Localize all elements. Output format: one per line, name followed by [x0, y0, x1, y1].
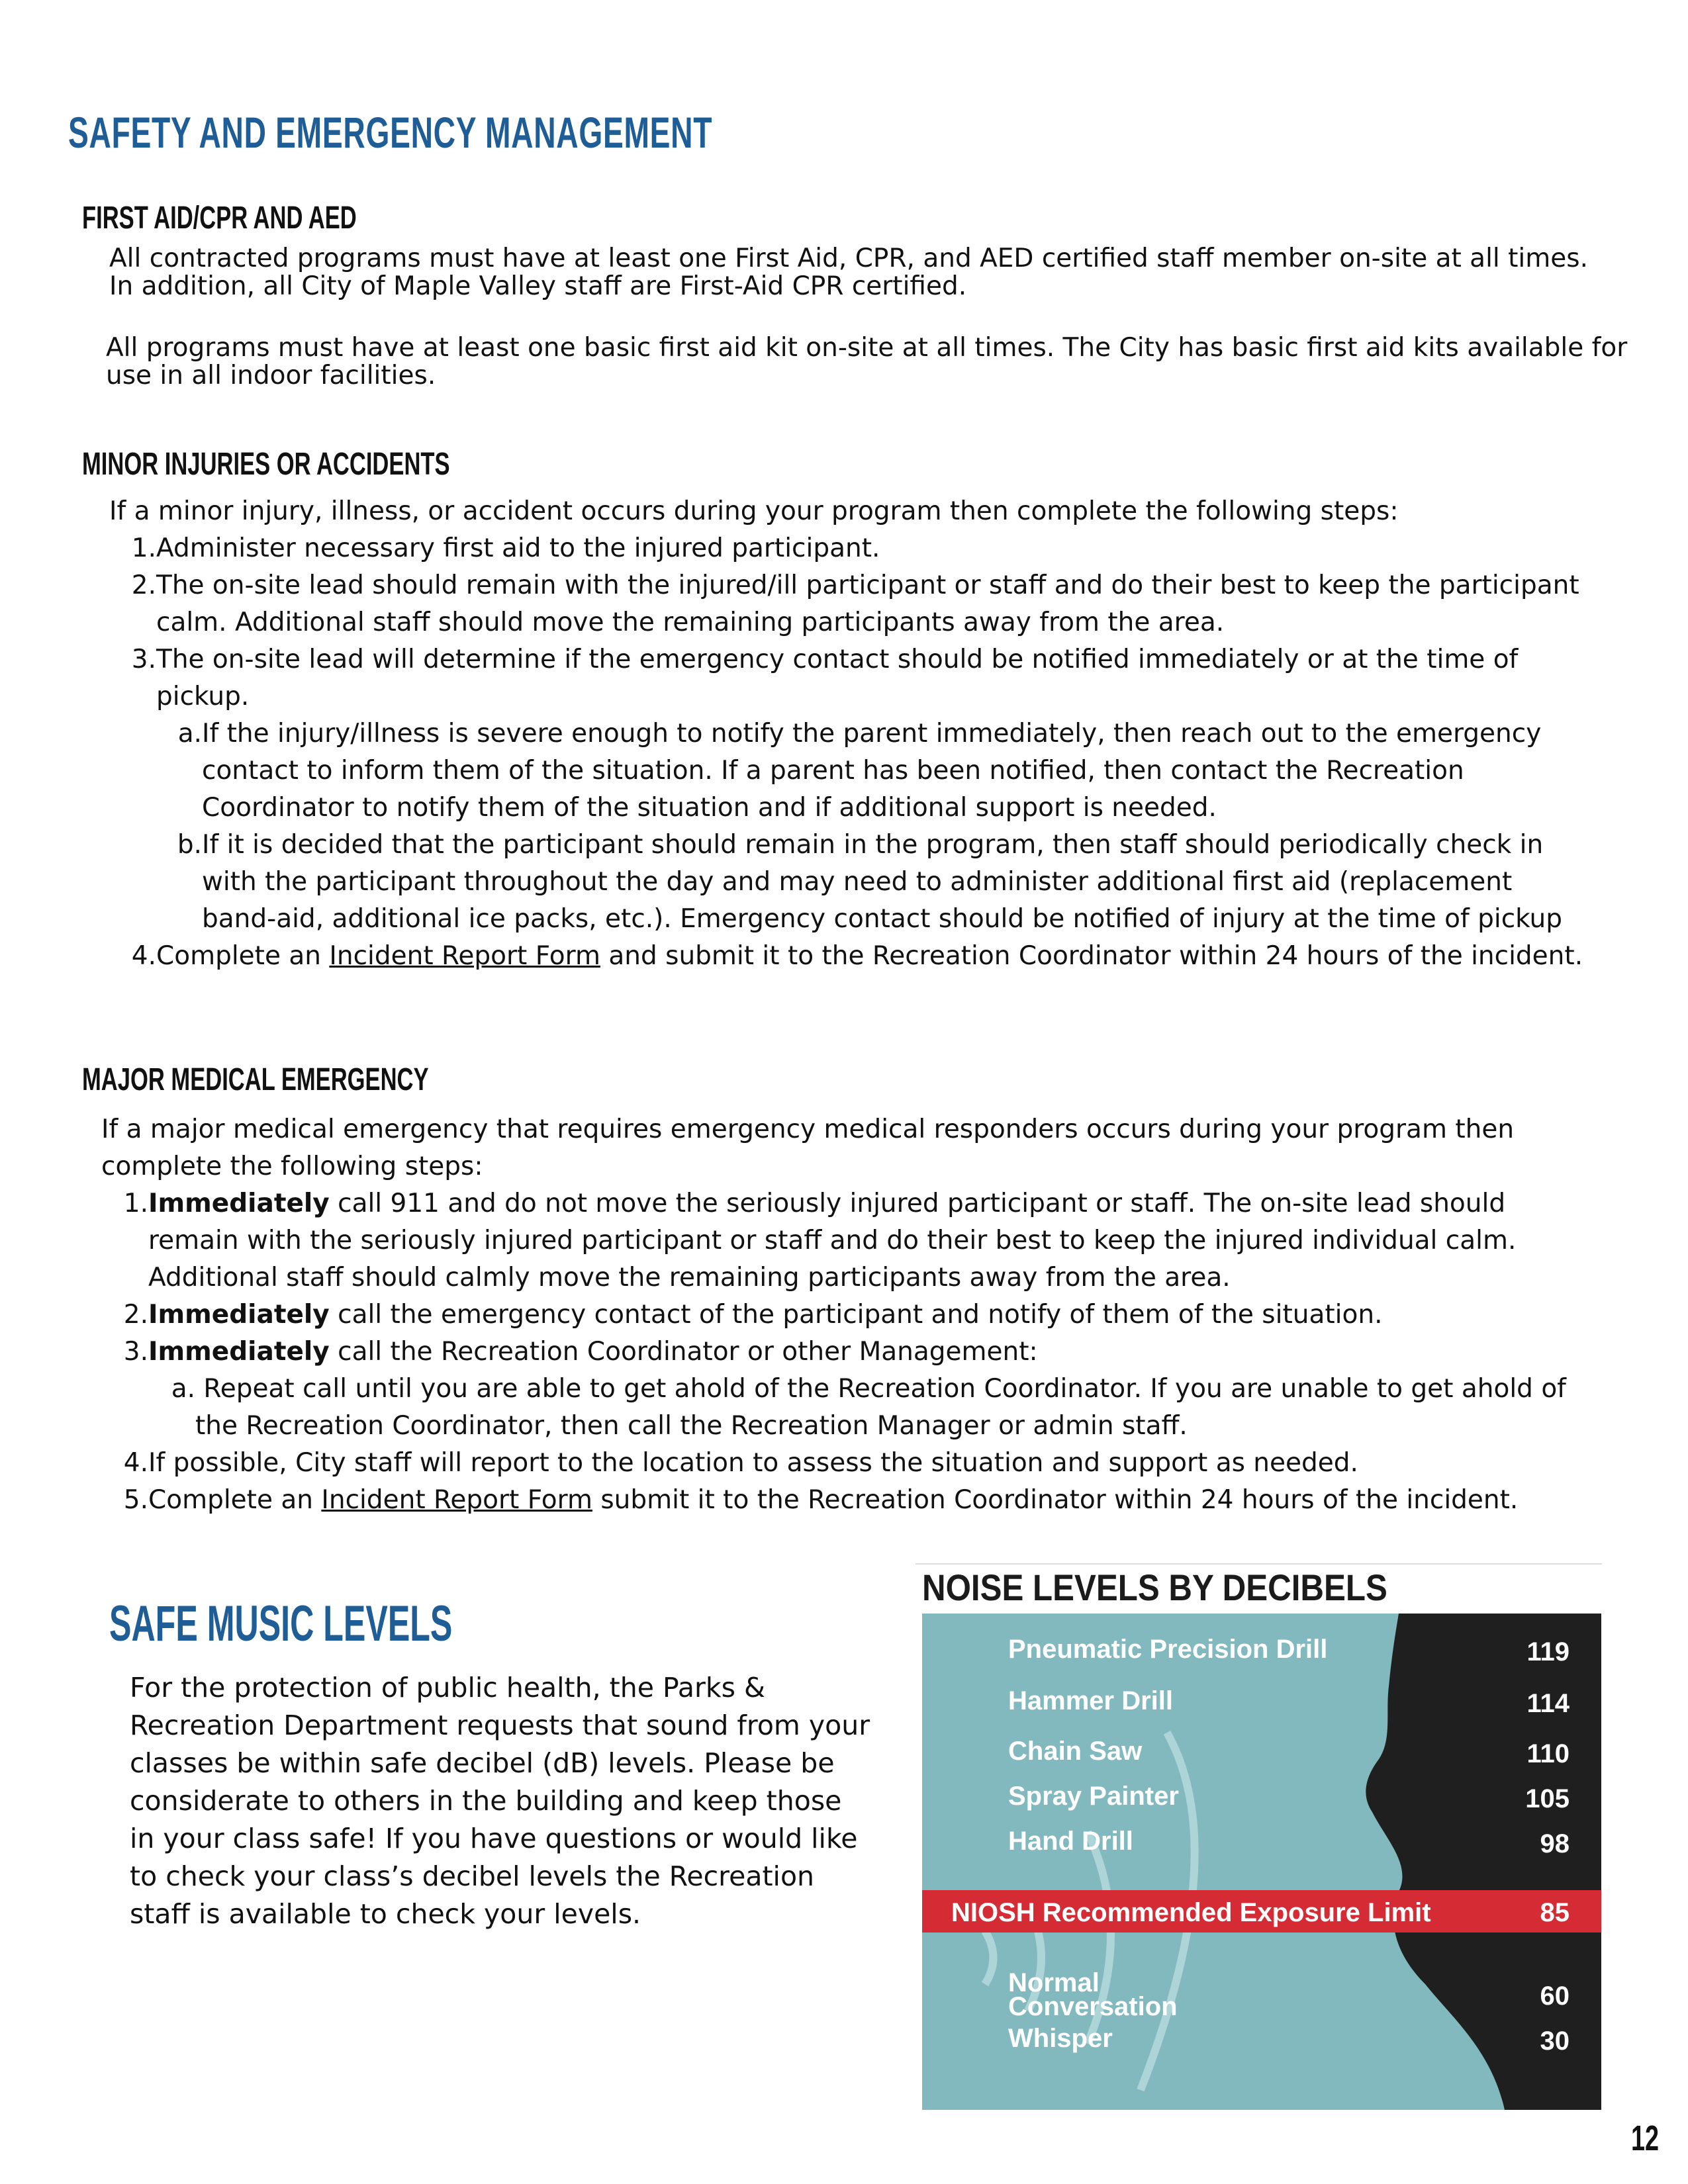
page-number: 12: [1631, 2118, 1660, 2158]
list-number: 1.: [123, 1189, 148, 1218]
major-intro: If a major medical emergency that requires emergency medical responders occurs during your program then complete the following steps:: [101, 1115, 1515, 1181]
first-aid-paragraph-1: All contracted programs must have at least one First Aid, CPR, and AED certified staff member on-site at all times. In addition, all City of Maple Valley staff are First-Aid CPR certified.: [109, 244, 1588, 301]
row-value: 114: [1526, 1689, 1570, 1718]
row-label: NIOSH Recommended Exposure Limit: [951, 1898, 1431, 1927]
list-number: 3.: [131, 645, 156, 674]
first-aid-paragraph-2: All programs must have at least one basic first aid kit on-site at all times. The City has basic first aid kits available for use in all indoor facilities.: [106, 333, 1628, 390]
row-label: Hand Drill: [1008, 1827, 1133, 1856]
first-aid-heading: FIRST AID/CPR AND AED: [82, 201, 357, 236]
list-letter: a.: [177, 719, 202, 749]
row-value: 98: [1540, 1829, 1570, 1858]
major-step-2: 2.Immediately call the emergency contact of the participant and notify of them of the situation.: [118, 1297, 1382, 1334]
row-label: Chain Saw: [1008, 1737, 1143, 1766]
chart-top-rule: [915, 1563, 1602, 1565]
chart-title: NOISE LEVELS BY DECIBELS: [922, 1567, 1387, 1608]
page-title: SAFETY AND EMERGENCY MANAGEMENT: [68, 108, 713, 157]
minor-step-4: 4.Complete an Incident Report Form and submit it to the Recreation Coordinator within 24 hours of the incident.: [126, 938, 1583, 975]
major-emergency-heading: MAJOR MEDICAL EMERGENCY: [82, 1062, 429, 1097]
minor-step-3: 3.The on-site lead will determine if the emergency contact should be notified immediately or at the time of pickup.: [126, 641, 1518, 715]
minor-step-2: 2.The on-site lead should remain with the injured/ill participant or staff and do their best to keep the participant calm. Additional staff should move the remaining participants away from the area.: [126, 567, 1579, 641]
list-number: 3.: [123, 1337, 148, 1367]
row-label: Spray Painter: [1008, 1782, 1179, 1811]
row-value: 30: [1540, 2026, 1570, 2056]
incident-report-form-link[interactable]: Incident Report Form: [329, 941, 600, 971]
safe-music-heading: SAFE MUSIC LEVELS: [109, 1596, 453, 1652]
minor-step-3b: b.If it is decided that the participant should remain in the program, then staff should periodically check in with the participant throughout the day and may need to administer additional first aid (replacement band-aid, additional ice packs, etc.). Emergency contact should be notified of injury at the time of pickup: [175, 827, 1562, 938]
row-value: 60: [1540, 1981, 1570, 2011]
list-number: 4.: [123, 1448, 148, 1478]
minor-step-1: 1.Administer necessary first aid to the injured participant.: [126, 530, 880, 567]
row-label: Whisper: [1008, 2024, 1113, 2053]
list-number: 4.: [131, 941, 156, 971]
niosh-highlight-row: [922, 1890, 1601, 1933]
list-letter: b.: [177, 830, 202, 860]
minor-step-3a: a.If the injury/illness is severe enough to notify the parent immediately, then reach out to the emergency contact to inform them of the situation. If a parent has been notified, then contact the Recreation Coordinator to notify them of the situation and if additional support is needed.: [175, 715, 1541, 827]
minor-intro: If a minor injury, illness, or accident occurs during your program then complete the following steps:: [109, 496, 1399, 526]
row-label: Pneumatic Precision Drill: [1008, 1635, 1328, 1664]
noise-chart: [922, 1614, 1601, 2110]
minor-injuries-heading: MINOR INJURIES OR ACCIDENTS: [82, 447, 450, 482]
list-letter: a.: [171, 1374, 195, 1404]
list-number: 5.: [123, 1485, 148, 1515]
row-label: Hammer Drill: [1008, 1686, 1173, 1715]
list-number: 2.: [123, 1300, 148, 1330]
incident-report-form-link[interactable]: Incident Report Form: [321, 1485, 592, 1515]
row-label: Normal Conversation: [1008, 1968, 1178, 2021]
major-step-5: 5.Complete an Incident Report Form submit it to the Recreation Coordinator within 24 hours of the incident.: [118, 1482, 1518, 1519]
major-step-4: 4.If possible, City staff will report to the location to assess the situation and support as needed.: [118, 1445, 1358, 1482]
row-value: 105: [1525, 1784, 1570, 1813]
list-number: 2.: [131, 570, 156, 600]
row-value: 119: [1526, 1637, 1570, 1666]
list-number: 1.: [131, 533, 156, 563]
major-step-3a: a. Repeat call until you are able to get ahold of the Recreation Coordinator. If you are unable to get ahold of the Recreation Coordinator, then call the Recreation Manager or admin staff.: [169, 1371, 1566, 1445]
row-value: 110: [1526, 1739, 1570, 1768]
major-step-1: 1.Immediately call 911 and do not move the seriously injured participant or staff. The on-site lead should remain with the seriously injured participant or staff and do their best to keep the injured individual calm. Additional staff should calmly move the remaining participants away from the area.: [118, 1185, 1516, 1297]
row-value: 85: [1540, 1898, 1570, 1927]
major-step-3: 3.Immediately call the Recreation Coordinator or other Management:: [118, 1334, 1038, 1371]
safe-music-paragraph: For the protection of public health, the Parks & Recreation Department requests that sound from your classes be within safe decibel (dB) levels. Please be considerate to others in the building and keep those in your class safe! If you have questions or would like to check your class’s decibel levels the Recreation staff is available to check your levels.: [130, 1672, 870, 1930]
